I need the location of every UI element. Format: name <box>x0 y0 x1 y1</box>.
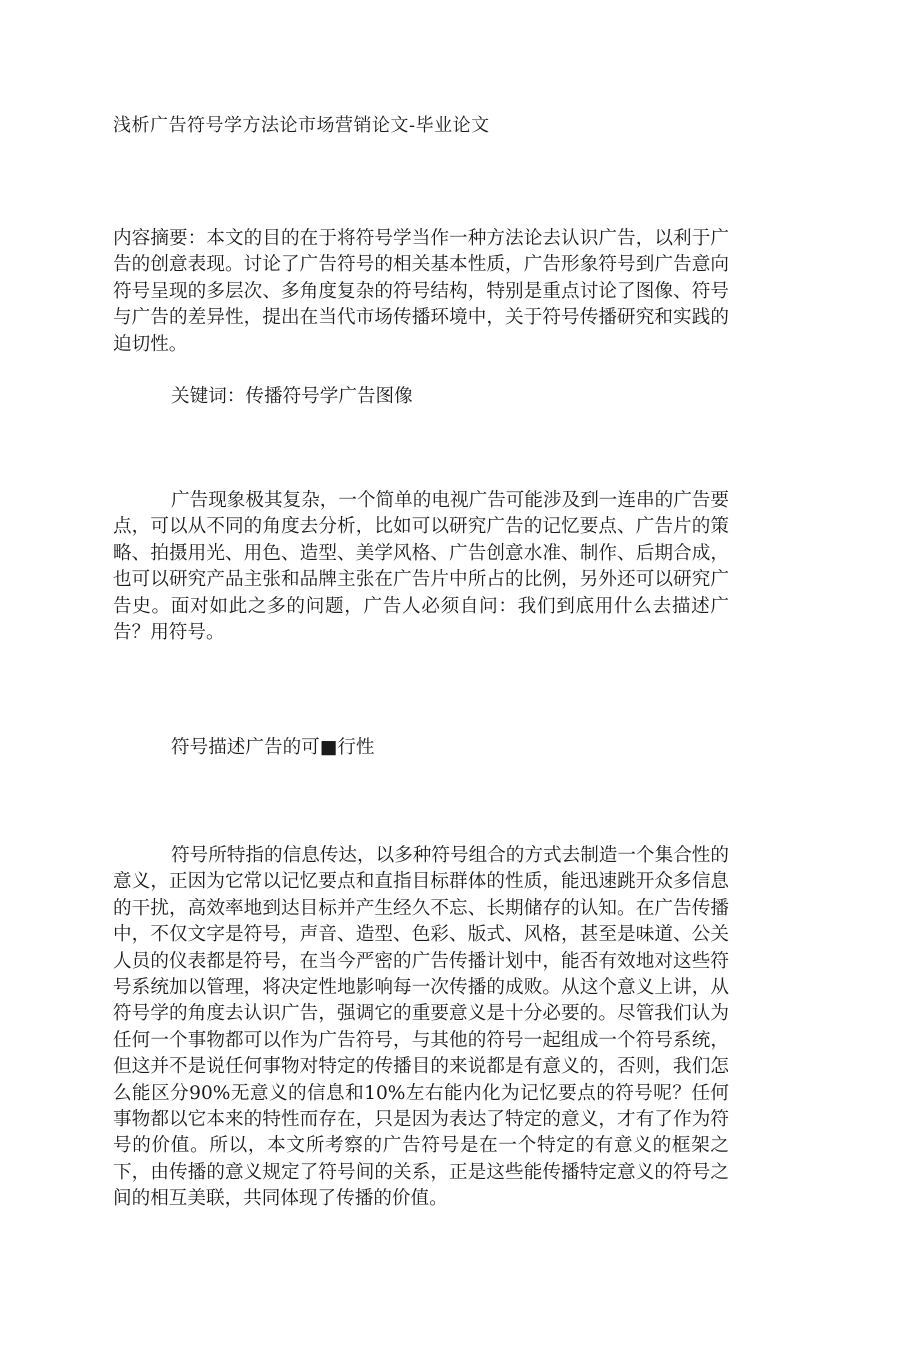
keywords-line: 关键词：传播符号学广告图像 <box>171 386 413 407</box>
section-heading: 符号描述广告的可■行性 <box>171 737 375 758</box>
intro-paragraph: 广告现象极其复杂，一个简单的电视广告可能涉及到一连串的广告要点，可以从不同的角度去分析，比如可以研究广告的记忆要点、广告片的策略、拍摄用光、用色、造型、美学风格、广告创意水准、制作、后期合成，也可以研究产品主张和品牌主张在广告片中所占的比例，另外还可以研究广告史。面对如此之多的问题，广告人必须自问：我们到底用什么去描述广告？用符号。 <box>113 490 729 644</box>
document-title: 浅析广告符号学方法论市场营销论文-毕业论文 <box>113 115 490 136</box>
section-paragraph: 符号所特指的信息传达，以多种符号组合的方式去制造一个集合性的意义，正因为它常以记忆要点和直指目标群体的性质，能迅速跳开众多信息的干扰，高效率地到达目标并产生经久不忘、长期储存的认知。在广告传播中，不仅文字是符号，声音、造型、色彩、版式、风格，甚至是味道、公关人员的仪表都是符号，在当今严密的广告传播计划中，能否有效地对这些符号系统加以管理，将决定性地影响每一次传播的成败。从这个意义上讲，从符号学的角度去认识广告，强调它的重要意义是十分必要的。尽管我们认为任何一个事物都可以作为广告符号，与其他的符号一起组成一个符号系统，但这并不是说任何事物对特定的传播目的来说都是有意义的，否则，我们怎么能区分90%无意义的信息和10%左右能内化为记忆要点的符号呢？任何事物都以它本来的特性而存在，只是因为表达了特定的意义，才有了作为符号的价值。所以，本文所考察的广告符号是在一个特定的有意义的框架之下，由传播的意义规定了符号间的关系，正是这些能传播特定意义的符号之间的相互美联，共同体现了传播的价值。 <box>113 845 729 1210</box>
abstract-paragraph: 内容摘要：本文的目的在于将符号学当作一种方法论去认识广告，以利于广告的创意表现。讨论了广告符号的相关基本性质，广告形象符号到广告意向符号呈现的多层次、多角度复杂的符号结构，特别是重点讨论了图像、符号与广告的差异性，提出在当代市场传播环境中，关于符号传播研究和实践的迫切性。 <box>113 228 729 355</box>
